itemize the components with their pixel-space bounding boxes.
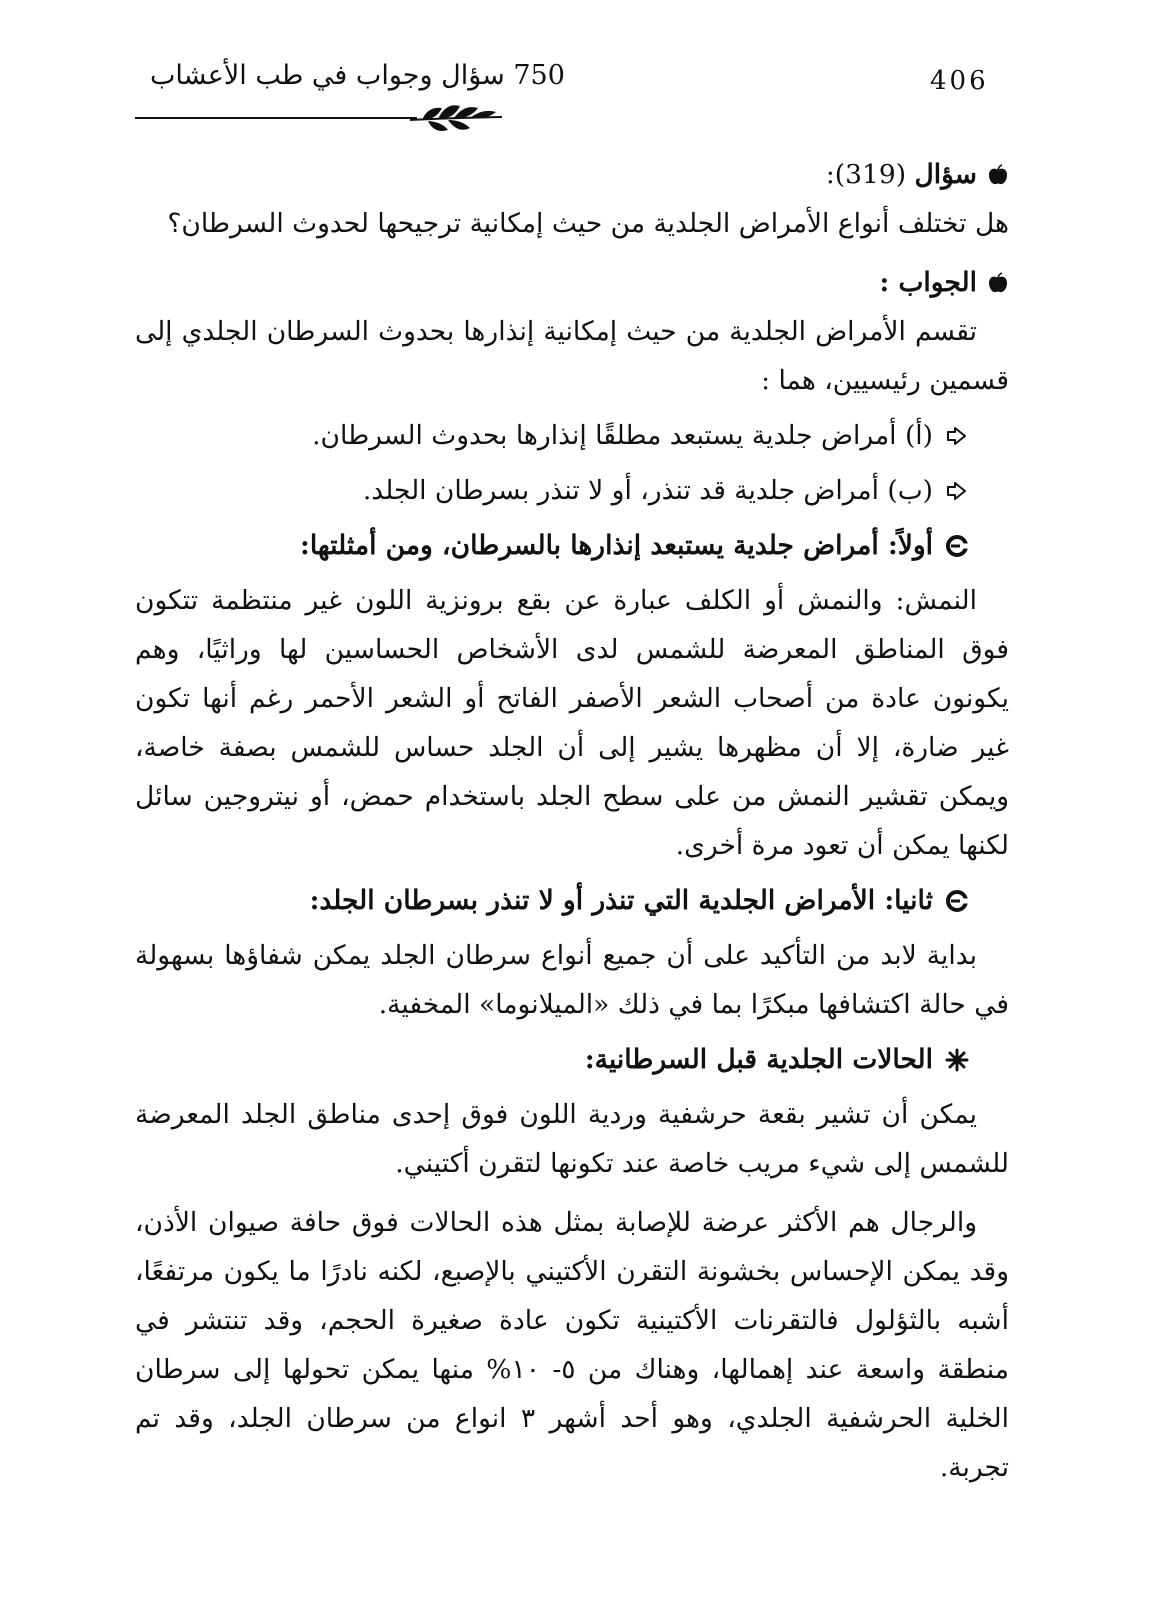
answer-intro: تقسم الأمراض الجلدية من حيث إمكانية إنذارها بحدوث السرطان الجلدي إلى قسمين رئيسيين، هما : [135, 316, 1009, 396]
page-number: 406 [930, 66, 989, 96]
section1-paragraph: النمش: والنمش أو الكلف عبارة عن بقع برونزية اللون غير منتظمة تتكون فوق المناطق المعرضة للشمس لدى الأشخاص الحساسين لها وراثيًا، وهم يكونون عادة من أصحاب الشعر الأصفر الفاتح أو الشعر الأحمر رغم أنها تكون غير ضارة، إلا أن مظهرها يشير إلى أن الجلد حساس للشمس بصفة خاصة، ويمكن تقشير النمش من على سطح الجلد باستخدام حمض، أو نيتروجين سائل لكنها يمكن أن تعود مرة أخرى. [135, 585, 1009, 861]
running-head [150, 60, 565, 91]
section1-heading-text: أولاً: أمراض جلدية يستبعد إنذارها بالسرطان، ومن أمثلتها: [300, 530, 933, 561]
header-rule [135, 117, 417, 119]
hand-pointer-icon [945, 424, 969, 448]
section2-heading [135, 876, 1009, 925]
star-burst-icon [945, 1048, 969, 1072]
hand-pointer-icon [945, 479, 969, 503]
question-text: هل تختلف أنواع الأمراض الجلدية من حيث إمكانية ترجيحها لحدوث السرطان؟ [167, 208, 1009, 239]
question-heading [135, 150, 1009, 199]
apple-icon [987, 164, 1009, 186]
category-a-text: (أ) أمراض جلدية يستبعد مطلقًا إنذارها بحدوث السرطان. [312, 420, 933, 451]
circle-arrow-icon [945, 534, 969, 558]
apple-icon [987, 272, 1009, 294]
subsection-heading [135, 1035, 1009, 1084]
category-item-b [135, 466, 1009, 515]
question-label: سؤال [914, 159, 977, 190]
subsection-heading-text: الحالات الجلدية قبل السرطانية: [584, 1044, 933, 1075]
subsection-paragraph-2: والرجال هم الأكثر عرضة للإصابة بمثل هذه الحالات فوق حافة صيوان الأذن، وقد يمكن الإحساس بخشونة التقرن الأكتيني بالإصبع، لكنه نادرًا ما يكون مرتفعًا، أشبه بالثؤلول فالتقرنات الأكتينية تكون عادة صغيرة الحجم، وقد تنتشر في منطقة واسعة عند إهمالها، وهناك من ٥- ١٠% منها يمكن تحولها إلى سرطان الخلية الحرشفية الجلدي، وهو أحد أشهر ٣ انواع من سرطان الجلد، وقد تم تجربة. [135, 1207, 1009, 1483]
section1-heading [135, 521, 1009, 570]
section2-paragraph: بداية لابد من التأكيد على أن جميع أنواع سرطان الجلد يمكن شفاؤها بسهولة في حالة اكتشافها مبكرًا بما في ذلك «الميلانوما» المخفية. [135, 940, 1009, 1020]
answer-heading [135, 258, 1009, 307]
category-b-text: (ب) أمراض جلدية قد تنذر، أو لا تنذر بسرطان الجلد. [362, 475, 933, 506]
running-head-title: سؤال وجواب في طب الأعشاب [150, 60, 505, 91]
page-body [135, 150, 1009, 1492]
category-item-a [135, 411, 1009, 460]
leaf-ornament-icon [408, 98, 504, 138]
circle-arrow-icon [945, 889, 969, 913]
subsection-paragraph-1: يمكن أن تشير بقعة حرشفية وردية اللون فوق إحدى مناطق الجلد المعرضة للشمس إلى شيء مريب خاصة عند تكونها لتقرن أكتيني. [135, 1099, 1009, 1179]
question-suffix: : [825, 159, 835, 190]
answer-label: الجواب : [879, 267, 977, 298]
question-number: (319) [834, 159, 907, 190]
running-head-number: 750 [513, 60, 565, 91]
section2-heading-text: ثانيا: الأمراض الجلدية التي تنذر أو لا تنذر بسرطان الجلد: [309, 885, 933, 916]
